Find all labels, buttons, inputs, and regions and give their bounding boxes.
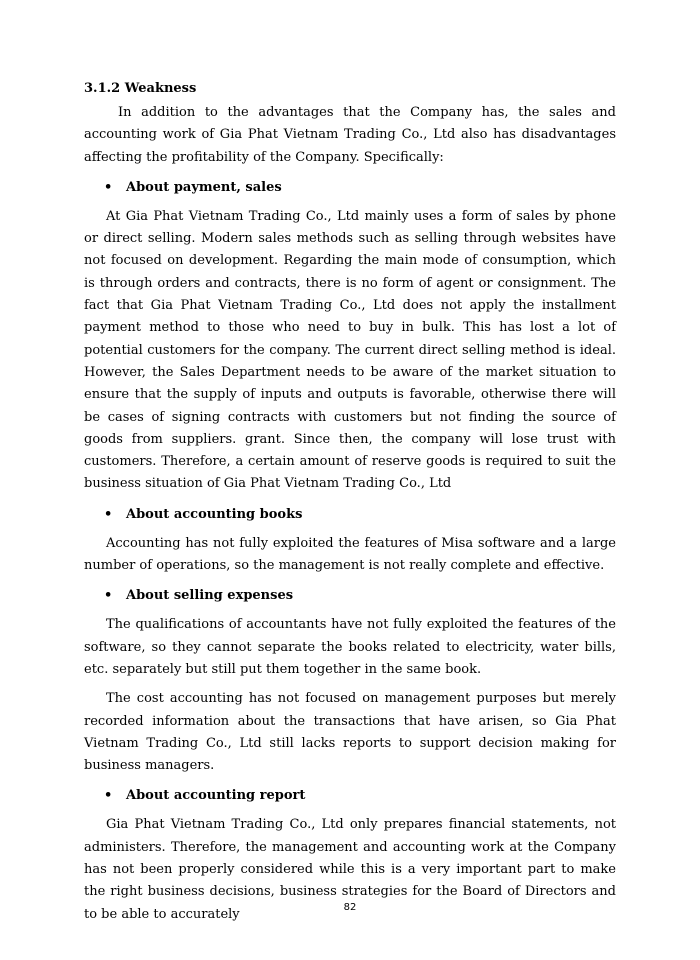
bullet-heading [84, 504, 616, 526]
bullet-heading [84, 785, 616, 807]
bullet-heading-text: About selling expenses [126, 588, 294, 604]
weakness-section-accounting-books [84, 504, 616, 578]
bullet-icon: • [104, 179, 113, 195]
body-paragraph: Accounting has not fully exploited the features of Misa software and a large number of operations, so the management is not really complete and effective. [84, 535, 616, 574]
bullet-heading [84, 585, 616, 607]
bullet-icon: • [104, 788, 113, 804]
section-heading: 3.1.2 Weakness [84, 81, 197, 96]
bullet-heading-text: About accounting books [126, 506, 303, 522]
weakness-section-selling-expenses [84, 585, 616, 777]
intro-paragraph: In addition to the advantages that the Company has, the sales and accounting work of Gia Phat Vietnam Trading Co., Ltd also has disadvantages affecting the profitability of the Company. Specifically: [84, 105, 616, 165]
bullet-icon: • [104, 506, 113, 522]
bullet-heading-text: About accounting report [126, 788, 306, 804]
bullet-icon: • [104, 588, 113, 604]
body-paragraph: The cost accounting has not focused on management purposes but merely recorded information about the transactions that have arisen, so Gia Phat Vietnam Trading Co., Ltd still lacks reports to support decision making for business managers. [84, 691, 616, 774]
body-paragraph: At Gia Phat Vietnam Trading Co., Ltd mainly uses a form of sales by phone or direct selling. Modern sales methods such as selling through websites have not focused on development. Regarding the main mode of consumption, which is through orders and contracts, there is no form of agent or consignment. The fact that Gia Phat Vietnam Trading Co., Ltd does not apply the installment payment method to those who need to buy in bulk. This has lost a lot of potential customers for the company. The current direct selling method is ideal. However, the Sales Department needs to be aware of the market situation to ensure that the supply of inputs and outputs is favorable, otherwise there will be cases of signing contracts with customers but not finding the source of goods from suppliers. grant. Since then, the company will lose trust with customers. Therefore, a certain amount of reserve goods is required to suit the business situation of Gia Phat Vietnam Trading Co., Ltd [84, 208, 616, 492]
document-page [84, 78, 616, 926]
weakness-section-payment-sales [84, 177, 616, 496]
page-number: 82 [343, 902, 357, 913]
bullet-heading [84, 177, 616, 199]
bullet-heading-text: About payment, sales [126, 179, 282, 195]
body-paragraph: Gia Phat Vietnam Trading Co., Ltd only prepares financial statements, not administers. Therefore, the management and accounting work at the Company has not been properly considered while this is a very important part to make the right business decisions, business strategies for the Board of Directors and to be able to accurately [84, 817, 616, 922]
body-paragraph: The qualifications of accountants have not fully exploited the features of the software, so they cannot separate the books related to electricity, water bills, etc. separately but still put them together in the same book. [84, 617, 616, 677]
